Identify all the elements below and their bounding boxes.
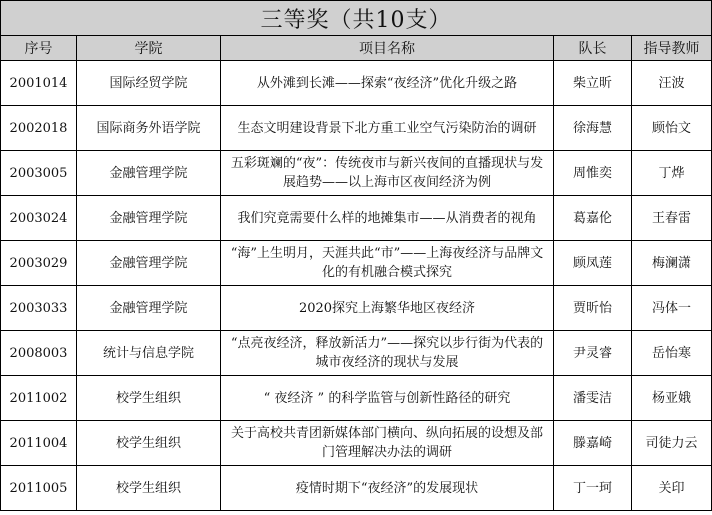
header-row [1,36,712,61]
row-id: 2011005 [1,466,77,511]
row-college: 金融管理学院 [77,241,221,286]
row-college: 校学生组织 [77,421,221,466]
table-row [1,376,712,421]
row-id: 2003029 [1,241,77,286]
row-id: 2011002 [1,376,77,421]
row-college: 金融管理学院 [77,151,221,196]
row-advisor: 冯体一 [632,286,712,331]
row-id: 2002018 [1,106,77,151]
table-row [1,61,712,106]
row-id: 2008003 [1,331,77,376]
table-row [1,241,712,286]
row-college: 校学生组织 [77,466,221,511]
table-row [1,331,712,376]
row-college: 国际经贸学院 [77,61,221,106]
row-id: 2003024 [1,196,77,241]
row-college: 校学生组织 [77,376,221,421]
row-project: 生态文明建设背景下北方重工业空气污染防治的调研 [221,106,554,151]
row-id: 2011004 [1,421,77,466]
row-project: “点亮夜经济，释放新活力”——探究以步行街为代表的城市夜经济的现状与发展 [221,331,554,376]
row-id: 2003033 [1,286,77,331]
row-id: 2003005 [1,151,77,196]
row-leader: 尹灵睿 [554,331,632,376]
row-advisor: 丁烨 [632,151,712,196]
row-leader: 徐海慧 [554,106,632,151]
table-row [1,151,712,196]
row-leader: 顾凤莲 [554,241,632,286]
title-row [1,1,712,36]
table-row [1,196,712,241]
row-leader: 葛嘉伦 [554,196,632,241]
header-advisor: 指导教师 [632,36,712,61]
row-project: “海”上生明月，天涯共此“市”——上海夜经济与品牌文化的有机融合模式探究 [221,241,554,286]
row-advisor: 顾怡文 [632,106,712,151]
header-id: 序号 [1,36,77,61]
row-college: 统计与信息学院 [77,331,221,376]
row-project: “ 夜经济 ” 的科学监管与创新性路径的研究 [221,376,554,421]
row-id: 2001014 [1,61,77,106]
row-leader: 柴立昕 [554,61,632,106]
table-row [1,466,712,511]
row-advisor: 岳怡寒 [632,331,712,376]
row-leader: 滕嘉崎 [554,421,632,466]
row-advisor: 王春雷 [632,196,712,241]
row-advisor: 司徒力云 [632,421,712,466]
header-leader: 队长 [554,36,632,61]
row-project: 2020探究上海繁华地区夜经济 [221,286,554,331]
row-leader: 贾昕怡 [554,286,632,331]
table-title: 三等奖（共10支） [1,1,712,36]
table-row [1,421,712,466]
row-leader: 丁一珂 [554,466,632,511]
row-advisor: 关印 [632,466,712,511]
row-college: 国际商务外语学院 [77,106,221,151]
row-project: 五彩斑斓的“夜”：传统夜市与新兴夜间的直播现状与发展趋势——以上海市区夜间经济为例 [221,151,554,196]
row-project: 我们究竟需要什么样的地摊集市——从消费者的视角 [221,196,554,241]
row-project: 疫情时期下“夜经济”的发展现状 [221,466,554,511]
row-advisor: 杨亚娥 [632,376,712,421]
row-college: 金融管理学院 [77,196,221,241]
row-project: 关于高校共青团新媒体部门横向、纵向拓展的设想及部门管理解决办法的调研 [221,421,554,466]
row-leader: 周惟奕 [554,151,632,196]
row-advisor: 汪波 [632,61,712,106]
header-college: 学院 [77,36,221,61]
header-project: 项目名称 [221,36,554,61]
table-row [1,106,712,151]
row-advisor: 梅澜潇 [632,241,712,286]
table-row [1,286,712,331]
row-college: 金融管理学院 [77,286,221,331]
row-leader: 潘雯洁 [554,376,632,421]
row-project: 从外滩到长滩——探索“夜经济”优化升级之路 [221,61,554,106]
